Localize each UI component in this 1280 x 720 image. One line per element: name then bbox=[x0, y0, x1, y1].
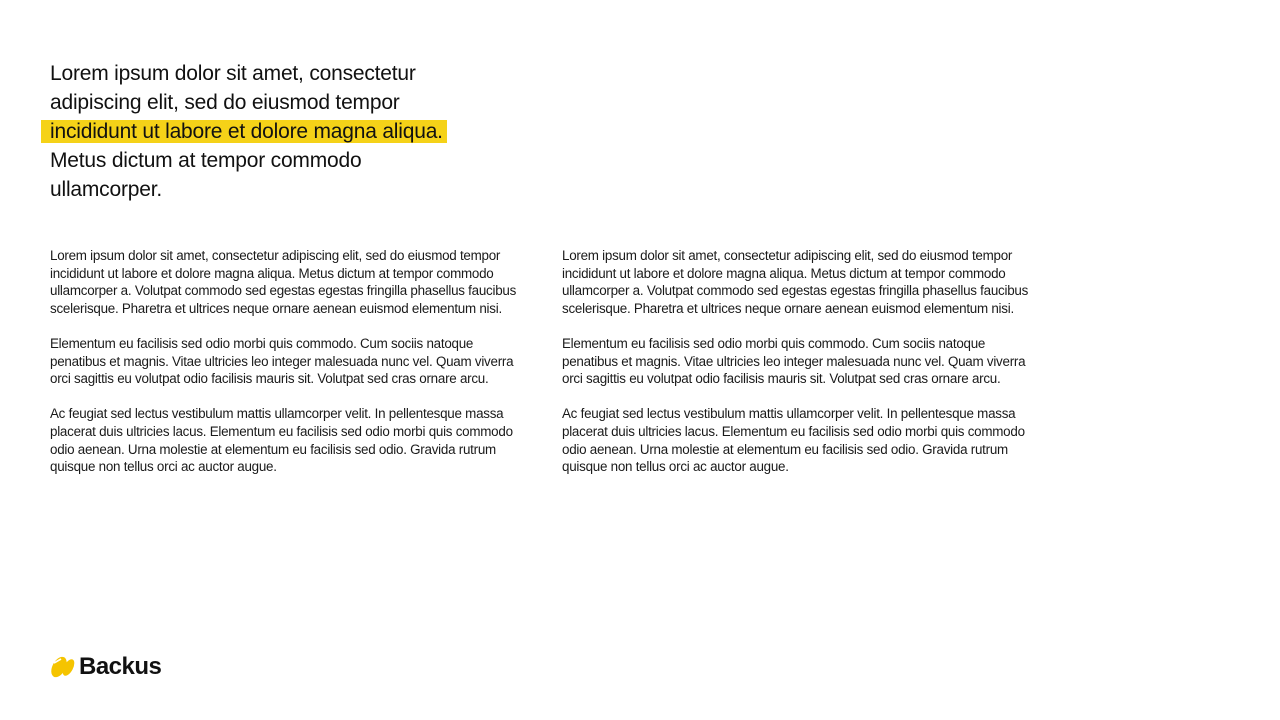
body-paragraph: Ac feugiat sed lectus vestibulum mattis ullamcorper velit. In pellentesque massa placerat duis ultricies lacus. Elementum eu facilisis sed odio morbi quis commodo odio aenean. Urna molestie at elementum eu facilisis sed odio. Gravida rutrum quisque non tellus orci ac auctor augue. bbox=[50, 406, 513, 475]
heading-line-2: adipiscing elit, sed do eiusmod tempor bbox=[50, 91, 400, 114]
backus-emblem-icon bbox=[49, 653, 77, 681]
body-paragraph: Lorem ipsum dolor sit amet, consectetur adipiscing elit, sed do eiusmod tempor incididunt ut labore et dolore magna aliqua. Metus dictum at tempor commodo ullamcorper a. Volutpat commodo sed egestas egestas fringilla phasellus faucibus scelerisque. Pharetra et ultrices neque ornare aenean euismod elementum nisi. bbox=[562, 248, 1029, 316]
heading-line-5: ullamcorper. bbox=[50, 178, 162, 201]
logo-wordmark: Backus bbox=[79, 653, 162, 680]
backus-logo bbox=[49, 652, 161, 682]
text-column-right bbox=[562, 247, 1032, 493]
body-paragraph: Elementum eu facilisis sed odio morbi quis commodo. Cum sociis natoque penatibus et magnis. Vitae ultricies leo integer malesuada nunc vel. Quam viverra orci sagittis eu volutpat odio facilisis mauris sit. Volutpat sed cras ornare arcu. bbox=[50, 335, 514, 387]
text-column-left bbox=[50, 247, 520, 493]
heading-line-1: Lorem ipsum dolor sit amet, consectetur bbox=[50, 62, 416, 85]
heading-highlight: incididunt ut labore et dolore magna aliqua. bbox=[41, 120, 447, 143]
slide-heading bbox=[50, 59, 550, 204]
heading-line-4: Metus dictum at tempor commodo bbox=[50, 149, 362, 172]
heading-line-3-highlight-wrapper bbox=[50, 117, 550, 146]
body-paragraph: Elementum eu facilisis sed odio morbi quis commodo. Cum sociis natoque penatibus et magnis. Vitae ultricies leo integer malesuada nunc vel. Quam viverra orci sagittis eu volutpat odio facilisis mauris sit. Volutpat sed cras ornare arcu. bbox=[562, 335, 1026, 387]
body-paragraph: Ac feugiat sed lectus vestibulum mattis ullamcorper velit. In pellentesque massa placerat duis ultricies lacus. Elementum eu facilisis sed odio morbi quis commodo odio aenean. Urna molestie at elementum eu facilisis sed odio. Gravida rutrum quisque non tellus orci ac auctor augue. bbox=[562, 406, 1025, 475]
body-paragraph: Lorem ipsum dolor sit amet, consectetur adipiscing elit, sed do eiusmod tempor incididunt ut labore et dolore magna aliqua. Metus dictum at tempor commodo ullamcorper a. Volutpat commodo sed egestas egestas fringilla phasellus faucibus scelerisque. Pharetra et ultrices neque ornare aenean euismod elementum nisi. bbox=[50, 248, 517, 316]
